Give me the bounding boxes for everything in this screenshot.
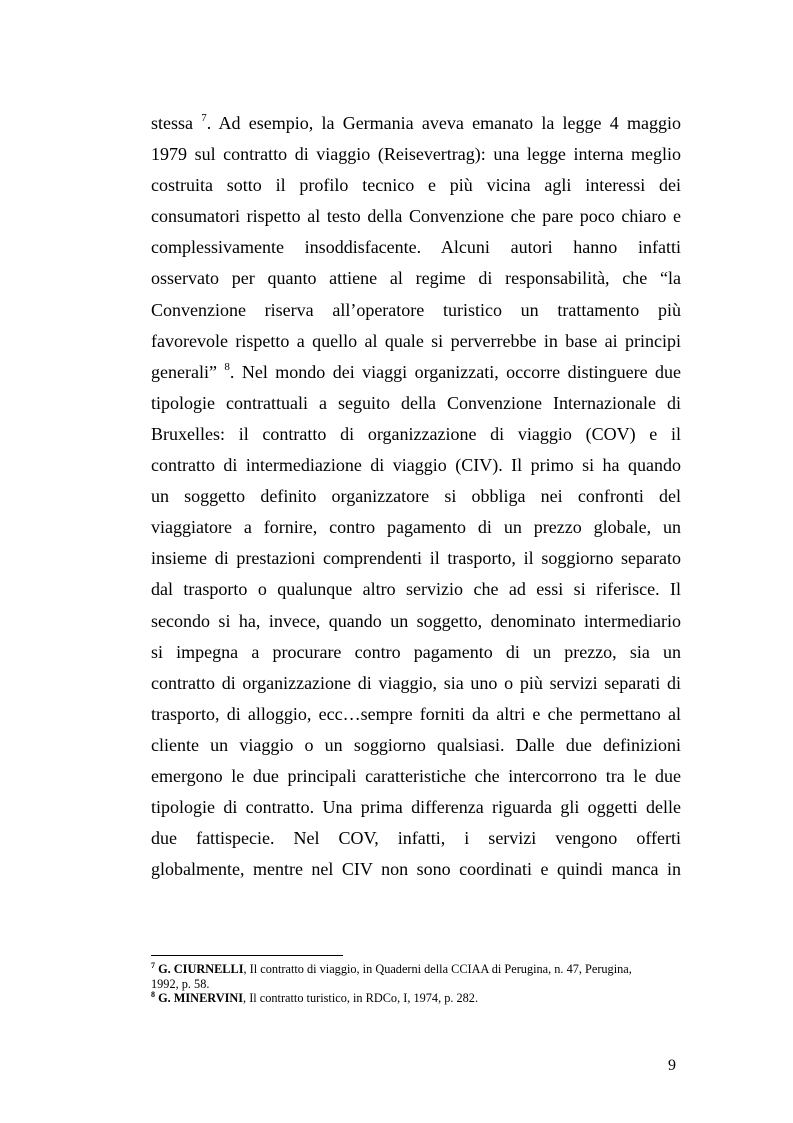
text-segment: secondo si ha, invece, quando un soggetto, denominato intermediario	[151, 610, 681, 631]
text-segment: globalmente, mentre nel CIV non sono coordinati e quindi manca in	[151, 859, 681, 880]
text-line	[151, 388, 681, 419]
text-segment: due fattispecie. Nel COV, infatti, i servizi vengono offerti	[151, 828, 681, 849]
text-segment: un soggetto definito organizzatore si obbliga nei confronti del	[151, 486, 681, 507]
footnote-7	[151, 962, 691, 977]
text-line	[151, 481, 681, 512]
page-number: 9	[668, 1057, 676, 1074]
text-segment: trasporto, di alloggio, ecc…sempre forniti da altri e che permettano al	[151, 703, 681, 724]
text-segment: contratto di intermediazione di viaggio (CIV). Il primo si ha quando	[151, 455, 681, 476]
text-line	[151, 419, 681, 450]
footnote-marker: 7	[151, 961, 155, 970]
text-line	[151, 543, 681, 574]
text-segment: stessa	[151, 113, 202, 133]
text-line	[151, 730, 681, 761]
text-segment: Convenzione riserva all’operatore turistico un trattamento più	[151, 299, 681, 320]
text-line	[151, 450, 681, 481]
footnote-reference: 7	[201, 112, 207, 124]
text-line	[151, 823, 681, 854]
text-line	[151, 574, 681, 605]
text-line	[151, 139, 681, 170]
text-line	[151, 232, 681, 263]
footnote-separator	[151, 955, 343, 956]
text-segment: generali”	[151, 361, 225, 382]
text-line	[151, 606, 681, 637]
footnote-text: , Il contratto turistico, in RDCo, I, 1974, p. 282.	[243, 991, 479, 1006]
text-segment: favorevole rispetto a quello al quale si perverrebbe in base ai principi	[151, 330, 681, 351]
text-line	[151, 761, 681, 792]
text-segment: tipologie contrattuali a seguito della Convenzione Internazionale di	[151, 392, 681, 413]
text-segment: . Ad esempio, la Germania aveva emanato la legge 4 maggio	[206, 113, 682, 133]
text-segment: tipologie di contratto. Una prima differenza riguarda gli oggetti delle	[151, 797, 681, 818]
text-line	[151, 295, 681, 326]
text-segment: . Nel mondo dei viaggi organizzati, occorre distinguere due	[229, 361, 682, 382]
text-line	[151, 792, 681, 823]
text-line	[151, 108, 681, 139]
footnote-author: G. CIURNELLI	[158, 962, 244, 976]
text-segment: insieme di prestazioni comprendenti il trasporto, il soggiorno separato	[151, 548, 681, 569]
text-segment: viaggiatore a fornire, contro pagamento di un prezzo globale, un	[151, 517, 681, 538]
text-segment: Bruxelles: il contratto di organizzazione di viaggio (COV) e il	[151, 423, 681, 444]
footnotes	[151, 962, 691, 1006]
text-line	[151, 201, 681, 232]
text-line	[151, 637, 681, 668]
text-segment: osservato per quanto attiene al regime di responsabilità, che “la	[151, 268, 681, 289]
text-line	[151, 512, 681, 543]
text-segment: emergono le due principali caratteristiche che intercorrono tra le due	[151, 765, 681, 786]
footnote-text: , Il contratto di viaggio, in Quaderni della CCIAA di Perugina, n. 47, Perugina,	[243, 962, 632, 976]
text-line	[151, 263, 681, 294]
text-line	[151, 854, 681, 885]
text-segment: contratto di organizzazione di viaggio, sia uno o più servizi separati di	[151, 672, 681, 693]
footnote-8	[151, 991, 691, 1006]
text-segment: dal trasporto o qualunque altro servizio che ad essi si riferisce. Il	[151, 579, 681, 600]
footnote-7-continuation: 1992, p. 58.	[151, 976, 210, 991]
footnote-reference: 8	[224, 360, 230, 373]
text-line	[151, 668, 681, 699]
text-line	[151, 699, 681, 730]
footnote-marker: 8	[151, 990, 155, 1000]
text-segment: 1979 sul contratto di viaggio (Reisevertrag): una legge interna meglio	[151, 144, 681, 165]
body-paragraph	[151, 108, 681, 885]
text-segment: complessivamente insoddisfacente. Alcuni autori hanno infatti	[151, 237, 681, 258]
text-line	[151, 170, 681, 201]
footnote-author: G. MINERVINI	[158, 991, 244, 1006]
text-line	[151, 357, 681, 388]
text-line	[151, 326, 681, 357]
text-segment: costruita sotto il profilo tecnico e più vicina agli interessi dei	[151, 175, 681, 196]
text-segment: si impegna a procurare contro pagamento di un prezzo, sia un	[151, 641, 681, 662]
text-segment: cliente un viaggio o un soggiorno qualsiasi. Dalle due definizioni	[151, 734, 681, 755]
text-segment: consumatori rispetto al testo della Convenzione che pare poco chiaro e	[151, 206, 681, 227]
